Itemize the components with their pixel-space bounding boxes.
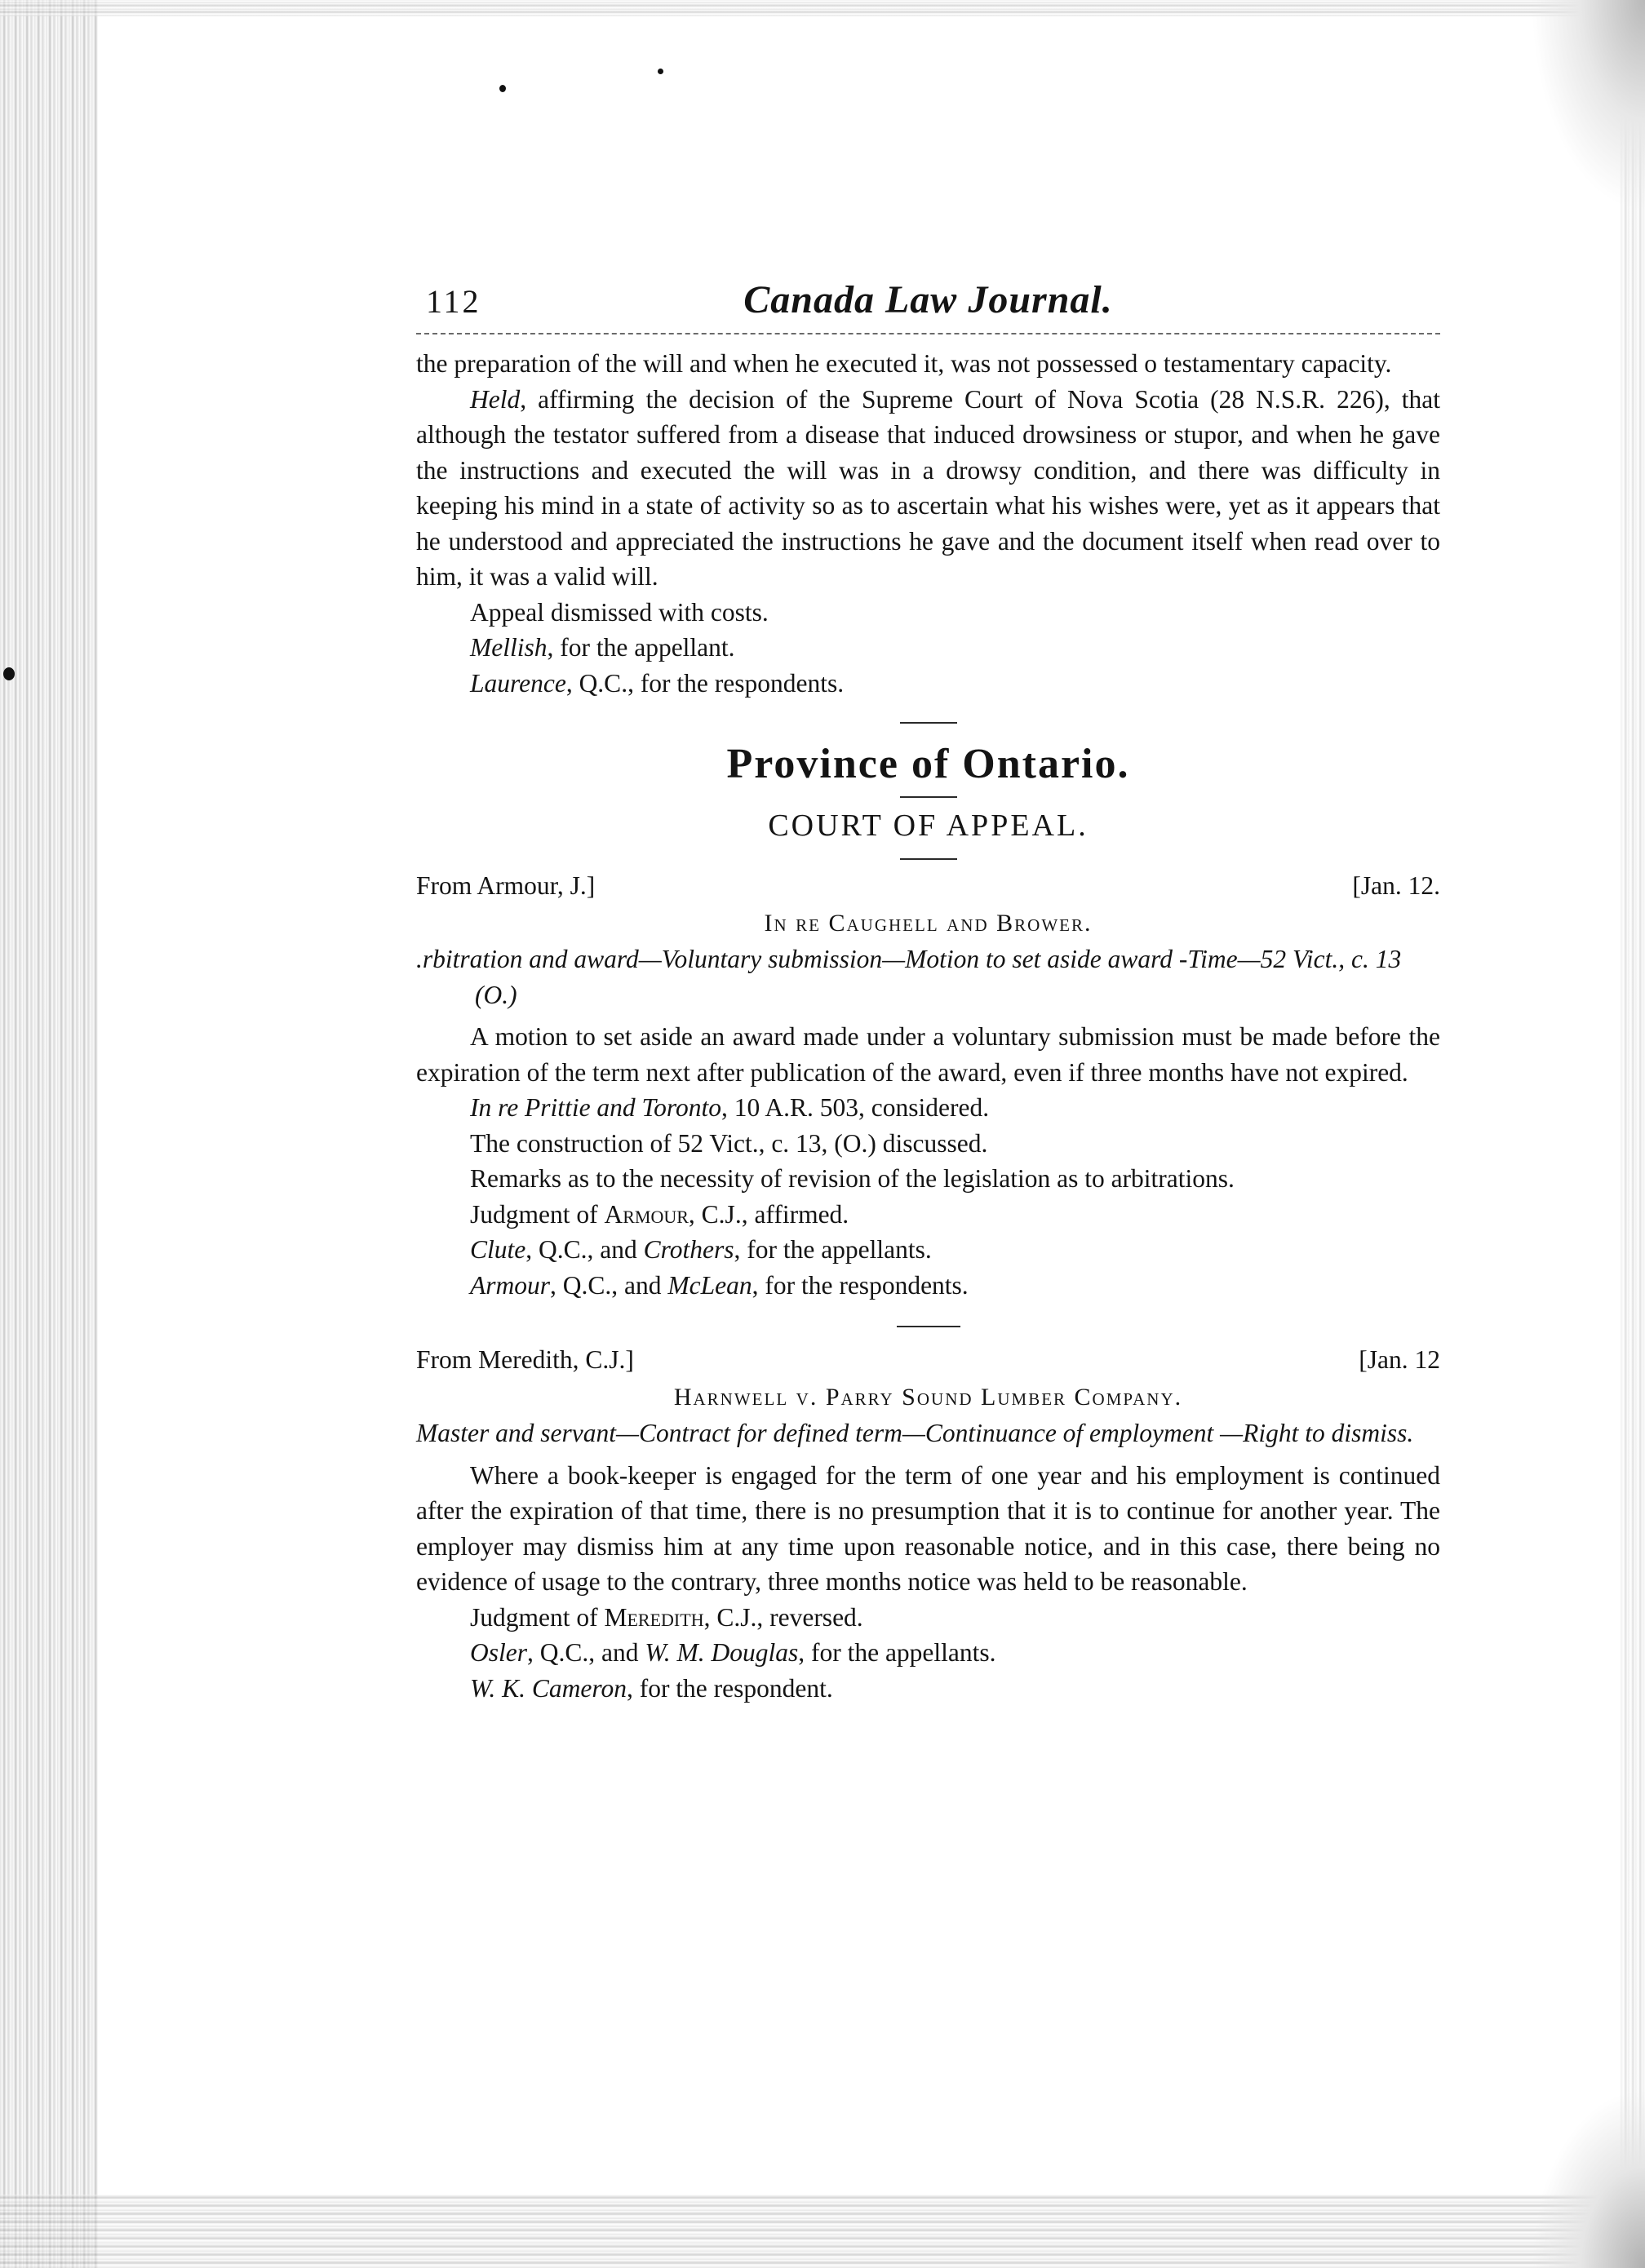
judge-name: Meredith	[604, 1602, 704, 1632]
counsel-name: W. M. Douglas	[645, 1638, 799, 1667]
counsel-line	[416, 666, 1440, 702]
cited-case: In re Prittie and Toronto	[470, 1093, 722, 1122]
case-divider	[897, 1326, 960, 1327]
ink-speck	[3, 667, 15, 680]
judgment-prefix: Judgment of	[470, 1602, 605, 1632]
counsel-joiner: , Q.C., and	[550, 1270, 668, 1300]
case-origin-row	[416, 1340, 1440, 1380]
province-heading: Province of Ontario.	[726, 741, 1130, 787]
page-number: 112	[426, 283, 481, 320]
case-date: [Jan. 12.	[1352, 871, 1440, 900]
counsel-line	[416, 1268, 1440, 1304]
case-headnote: .rbitration and award—Voluntary submission—Motion to set aside award -Time—52 Vict., c. 13 (O.)	[416, 945, 1402, 1009]
counsel-line	[416, 1671, 1440, 1707]
counsel-name: Mellish	[470, 633, 548, 662]
counsel-joiner: , Q.C., and	[525, 1235, 644, 1264]
judgment-prefix: Judgment of	[470, 1199, 605, 1229]
counsel-line	[416, 1232, 1440, 1268]
case-origin-text: From Meredith, C.J.]	[416, 1345, 634, 1374]
counsel-name: Clute	[470, 1235, 526, 1264]
remarks: Remarks as to the necessity of revision of the legislation as to arbitrations.	[470, 1164, 1235, 1193]
judgment-line	[416, 1197, 1440, 1233]
page-corner-shadow-bottom	[1531, 2089, 1645, 2268]
running-header	[416, 277, 1440, 334]
counsel-name: Laurence	[470, 668, 566, 698]
case-origin-row	[416, 866, 1440, 906]
counsel-name: W. K. Cameron	[470, 1673, 627, 1703]
carryover-paragraph: the preparation of the will and when he executed it, was not possessed o testamentary capacity.	[416, 349, 1392, 378]
page-corner-shadow-top	[1531, 0, 1645, 212]
section-divider	[900, 722, 957, 724]
ink-speck	[499, 85, 506, 92]
case-origin-text: From Armour, J.]	[416, 871, 596, 900]
held-label: Held	[470, 384, 521, 414]
section-divider	[900, 796, 957, 798]
judgment-suffix: , C.J., affirmed.	[688, 1199, 849, 1229]
counsel-role: , for the appellants.	[734, 1235, 932, 1264]
counsel-line	[416, 630, 1440, 666]
case-citation	[416, 1090, 1440, 1126]
judgment-line	[416, 1600, 1440, 1636]
case-holding: A motion to set aside an award made under a voluntary submission must be made before the expiration of the term next after publication of the award, even if three months have not expired.	[416, 1022, 1440, 1087]
scan-edge-top	[0, 0, 1645, 16]
counsel-name: McLean	[667, 1270, 752, 1300]
counsel-role: , for the respondent.	[626, 1673, 833, 1703]
case-title: Harnwell v. Parry Sound Lumber Company.	[673, 1384, 1183, 1411]
held-text: , affirming the decision of the Supreme Court of Nova Scotia (28 N.S.R. 226), that although the testator suffered from a disease that induced drowsiness or stupor, and when he gave the instructions and executed the will was in a drowsy condition, and there was difficulty in keeping his mind in a state of activity so as to ascertain what his wishes were, yet as it appears that he understood and appreciated the instructions he gave and the document itself when read over to him, it was a valid will.	[416, 384, 1440, 591]
scan-edge-bottom	[0, 2195, 1645, 2268]
scan-edge-right	[1621, 0, 1645, 2268]
case-date: [Jan. 12	[1359, 1345, 1440, 1374]
judge-name: Armour	[604, 1199, 689, 1229]
case-title: In re Caughell and Brower.	[764, 910, 1093, 937]
page-content	[416, 277, 1440, 1706]
court-heading: COURT OF APPEAL.	[768, 808, 1089, 843]
case-origin	[416, 866, 595, 906]
held-paragraph	[416, 382, 1440, 595]
ink-speck	[658, 69, 663, 74]
case-holding: Where a book-keeper is engaged for the term of one year and his employment is continued after the expiration of that time, there is no presumption that it is to continue for another year. The employer may dismiss him at any time upon reasonable notice, and in this case, there being no evidence of usage to the contrary, three months notice was held to be reasonable.	[416, 1460, 1440, 1596]
scan-edge-left	[0, 0, 98, 2268]
construction-note: The construction of 52 Vict., c. 13, (O.) discussed.	[470, 1128, 988, 1158]
section-divider	[900, 858, 957, 860]
counsel-name: Osler	[470, 1638, 527, 1667]
judgment-suffix: , C.J., reversed.	[703, 1602, 863, 1632]
case-headnote: Master and servant—Contract for defined term—Continuance of employment —Right to dismiss.	[416, 1419, 1414, 1447]
counsel-role: , for the respondents.	[752, 1270, 969, 1300]
counsel-role: , Q.C., for the respondents.	[565, 668, 845, 698]
counsel-role: , for the appellant.	[547, 633, 735, 662]
disposition: Appeal dismissed with costs.	[470, 597, 769, 627]
case-origin	[416, 1340, 634, 1380]
counsel-name: Armour	[470, 1270, 551, 1300]
counsel-role: , for the appellants.	[798, 1638, 996, 1667]
cited-reference: , 10 A.R. 503, considered.	[721, 1093, 990, 1122]
counsel-line	[416, 1635, 1440, 1671]
counsel-name: Crothers	[643, 1235, 734, 1264]
counsel-joiner: , Q.C., and	[527, 1638, 645, 1667]
journal-title: Canada Law Journal.	[743, 278, 1113, 321]
